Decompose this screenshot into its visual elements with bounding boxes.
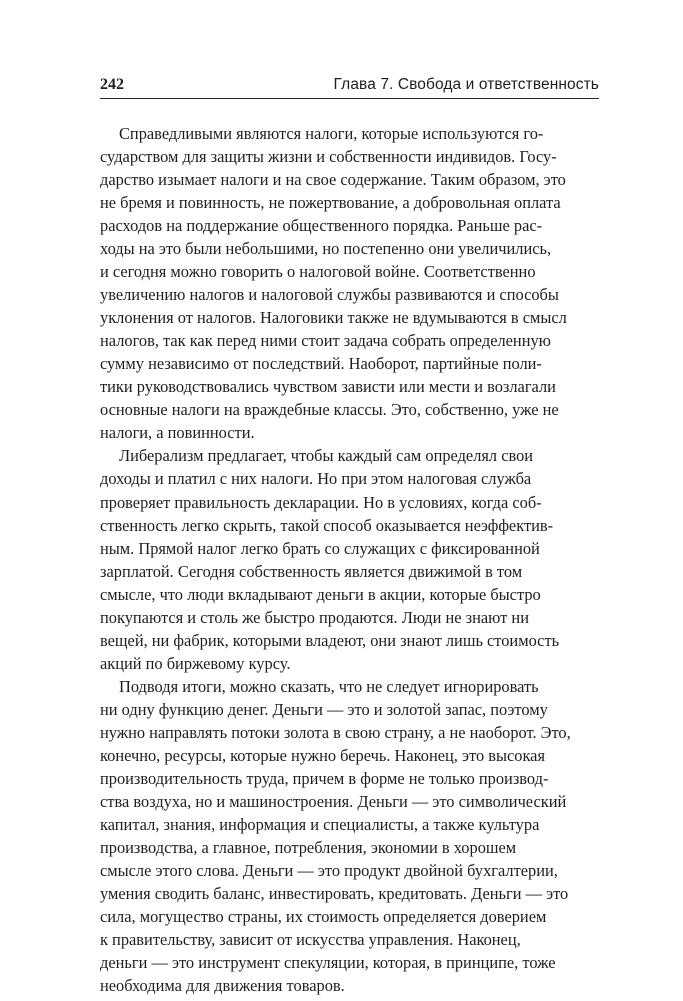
body-text	[100, 122, 602, 997]
text-line: покупаются и столь же быстро продаются. Люди не знают ни	[100, 607, 529, 627]
text-line: увеличению налогов и налоговой службы развиваются и способы	[100, 285, 559, 305]
text-line: сумму независимо от последствий. Наоборот, партийные поли-	[100, 354, 542, 374]
text-line: конечно, ресурсы, которые нужно беречь. Наконец, это высокая	[100, 745, 546, 765]
text-line: не бремя и повинность, не пожертвование, а добровольная оплата	[100, 193, 561, 213]
paragraph-1	[100, 122, 602, 444]
text-line: ни одну функцию денег. Деньги — это и золотой запас, поэтому	[100, 699, 548, 719]
text-line: ным. Прямой налог легко брать со служащих с фиксированной	[100, 538, 540, 558]
chapter-title: Глава 7. Свобода и ответственность	[333, 76, 599, 93]
text-line: доходы и платил с них налоги. Но при этом налоговая служба	[100, 469, 532, 489]
text-line: к правительству, зависит от искусства управления. Наконец,	[100, 930, 521, 950]
text-line: проверяет правильность декларации. Но в условиях, когда соб-	[100, 492, 542, 512]
text-line: дарство изымает налоги и на свое содержание. Таким образом, это	[100, 170, 566, 190]
text-line: сударством для защиты жизни и собственности индивидов. Госу-	[100, 147, 557, 167]
text-line: тики руководствовались чувством зависти или мести и возлагали	[100, 377, 556, 397]
text-line: производства, а главное, потребления, экономии в хорошем	[100, 837, 517, 857]
text-line: налоги, а повинности.	[100, 423, 255, 443]
text-line: деньги — это инструмент спекуляции, которая, в принципе, тоже	[100, 953, 556, 973]
text-line: расходов на поддержание общественного порядка. Раньше рас-	[100, 216, 543, 236]
text-line: производительность труда, причем в форме не только производ-	[100, 768, 549, 788]
text-line: ственность легко скрыть, такой способ оказывается неэффектив-	[100, 515, 554, 535]
text-line: смысле этого слова. Деньги — это продукт двойной бухгалтерии,	[100, 861, 558, 880]
text-line: капитал, знания, информация и специалисты, а также культура	[100, 814, 540, 834]
text-line: налогов, так как перед ними стоит задача собрать определенную	[100, 331, 551, 351]
text-line: сила, могущество страны, их стоимость определяется доверием	[100, 907, 547, 927]
page-number: 242	[100, 76, 124, 93]
text-line: уклонения от налогов. Налоговики также не вдумываются в смысл	[100, 308, 567, 328]
text-line: умения сводить баланс, инвестировать, кредитовать. Деньги — это	[100, 884, 569, 904]
text-line: ходы на это были небольшими, но постепенно они увеличились,	[100, 239, 552, 259]
text-line: необходима для движения товаров.	[100, 976, 345, 996]
text-line: Справедливыми являются налоги, которые используются го-	[119, 124, 544, 143]
text-line: основные налоги на враждебные классы. Это, собственно, уже не	[100, 400, 559, 420]
text-line: ства воздуха, но и машиностроения. Деньги — это символический	[100, 791, 567, 811]
text-line: вещей, ни фабрик, которыми владеют, они знают лишь стоимость	[100, 630, 560, 650]
text-line: зарплатой. Сегодня собственность является движимой в том	[100, 561, 523, 581]
text-line: смысле, что люди вкладывают деньги в акции, которые быстро	[100, 584, 541, 604]
paragraph-2	[100, 444, 602, 674]
paragraph-3	[100, 675, 602, 997]
text-line: Либерализм предлагает, чтобы каждый сам определял свои	[119, 446, 534, 466]
text-line: Подводя итоги, можно сказать, что не следует игнорировать	[119, 676, 539, 696]
running-header	[100, 74, 599, 99]
text-line: и сегодня можно говорить о налоговой войне. Соответственно	[100, 262, 536, 282]
text-line: нужно направлять потоки золота в свою страну, а не наоборот. Это,	[100, 722, 571, 742]
text-line: акций по биржевому курсу.	[100, 653, 291, 673]
